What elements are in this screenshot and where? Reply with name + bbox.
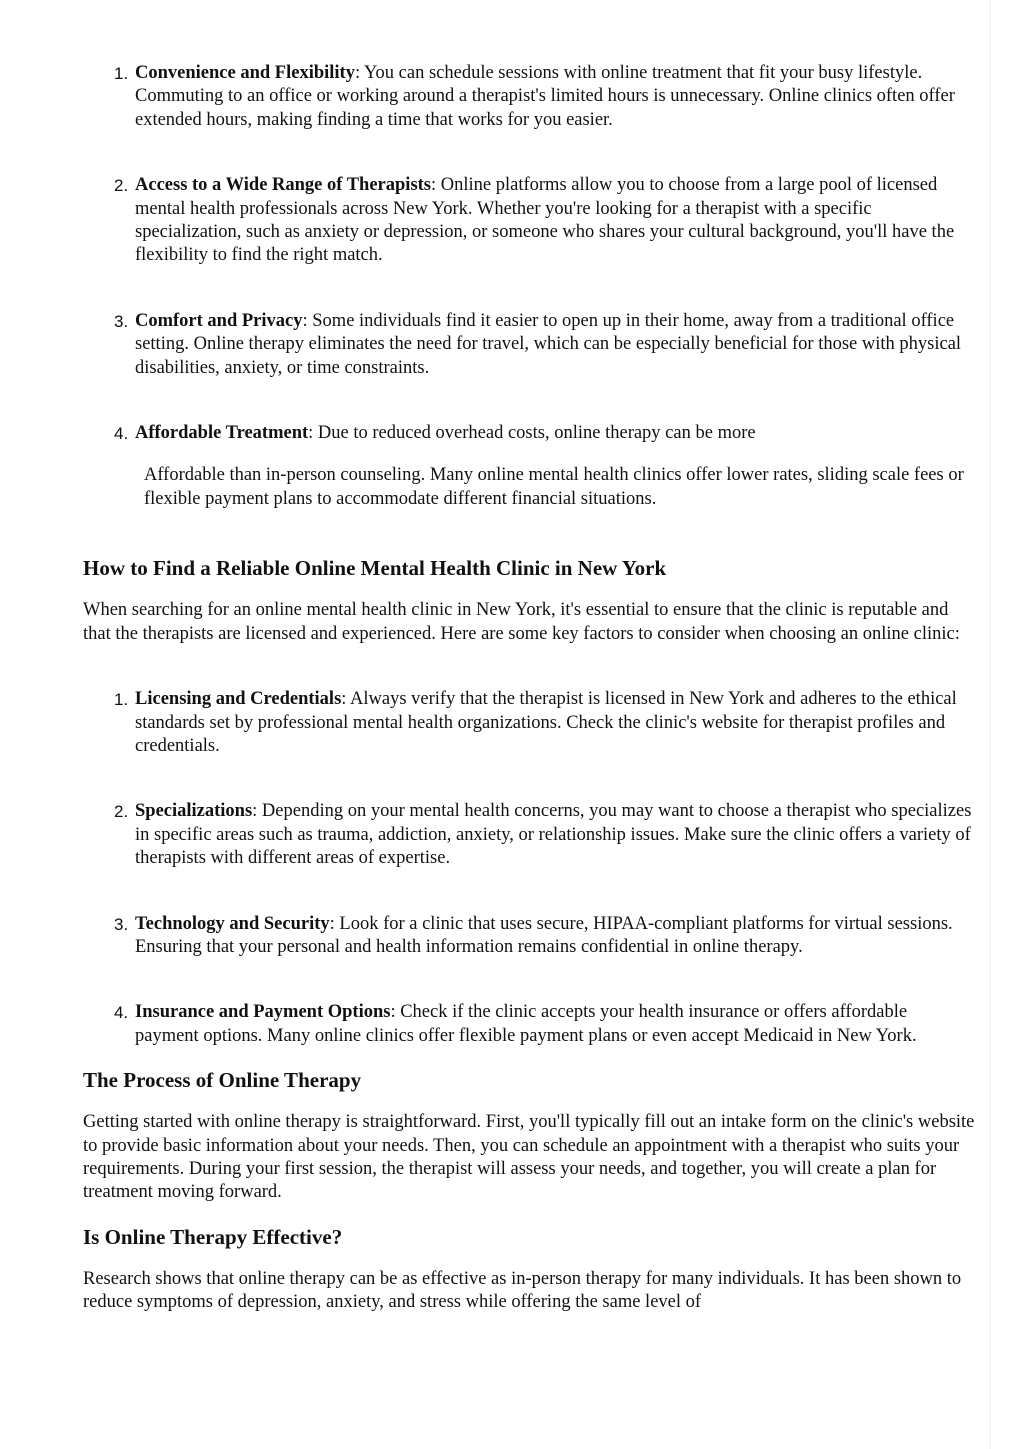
list-spacer xyxy=(83,871,975,913)
list-item-title: Insurance and Payment Options xyxy=(135,1002,391,1023)
list-item-text: : Look for a clinic that uses secure, HIPAA-compliant platforms for virtual sessions. Ensuring that your personal and health information remains confidential in online therapy. xyxy=(135,913,953,957)
list-item xyxy=(83,422,975,445)
list-item xyxy=(83,310,975,380)
list-number: 3. xyxy=(114,914,129,934)
list-item-title: Specializations xyxy=(135,801,253,822)
spacer xyxy=(83,646,975,688)
list-item-text: : Some individuals find it easier to open up in their home, away from a traditional office setting. Online therapy eliminates the need for travel, which can be especially beneficial for those with physical disabilities, anxiety, or time constraints. xyxy=(135,310,962,378)
list-spacer xyxy=(83,268,975,310)
list-number: 1. xyxy=(114,64,129,83)
list-item-title: Comfort and Privacy xyxy=(135,310,303,331)
list-item xyxy=(83,62,975,132)
spacer xyxy=(83,1048,975,1067)
list-item-continuation: Affordable than in-person counseling. Many online mental health clinics offer lower rates, sliding scale fees or flexible payment plans to accommodate different financial situations. xyxy=(144,465,964,509)
list-item-text: : Due to reduced overhead costs, online therapy can be more xyxy=(308,423,756,444)
spacer xyxy=(83,1250,975,1268)
list-item-text: : Online platforms allow you to choose from a large pool of licensed mental health professionals across New York. Whether you're looking for a therapist with a specific specialization, such as anxiety or depression, or someone who shares your cultural background, you'll have the flexibility to find the right match. xyxy=(135,175,955,266)
list-number: 1. xyxy=(114,690,129,710)
list-item-title: Affordable Treatment xyxy=(135,423,309,444)
list-spacer xyxy=(83,132,975,174)
list-item-text: : Check if the clinic accepts your health insurance or offers affordable payment options. Many online clinics offer flexible payment plans or even accept Medicaid in New York. xyxy=(135,1002,917,1046)
list-item-title: Technology and Security xyxy=(135,913,330,934)
page-edge-divider xyxy=(990,0,991,1449)
list-item xyxy=(83,174,975,268)
list-item-title: Access to a Wide Range of Therapists xyxy=(135,175,431,196)
spacer xyxy=(83,581,975,599)
section-heading-process: The Process of Online Therapy xyxy=(83,1068,362,1093)
section-paragraph: Research shows that online therapy can be as effective as in-person therapy for many individuals. It has been shown to reduce symptoms of depression, anxiety, and stress while offering the same level of xyxy=(83,1268,962,1313)
list-item xyxy=(83,913,975,960)
list-item-text: : Always verify that the therapist is licensed in New York and adheres to the ethical standards set by professional mental health organizations. Check the clinic's website for therapist profiles and credentials. xyxy=(135,689,957,756)
benefits-list xyxy=(83,62,975,445)
spacer xyxy=(83,1093,975,1111)
list-number: 3. xyxy=(114,311,129,331)
list-number: 2. xyxy=(114,802,129,822)
list-item xyxy=(83,1001,975,1048)
section-paragraph: When searching for an online mental health clinic in New York, it's essential to ensure that the clinic is reputable and that the therapists are licensed and experienced. Here are some key factors to consider when choosing an online clinic: xyxy=(83,600,960,644)
spacer xyxy=(83,511,975,555)
section-heading-find-clinic: How to Find a Reliable Online Mental Health Clinic in New York xyxy=(83,556,667,581)
list-spacer xyxy=(83,758,975,800)
list-item-title: Convenience and Flexibility xyxy=(135,63,355,83)
document-content xyxy=(83,62,975,1315)
list-number: 4. xyxy=(114,424,129,444)
list-item-text: : You can schedule sessions with online treatment that fit your busy lifestyle. Commuting to an office or working around a therapist's limited hours is unnecessary. Online clinics often offer extended hours, making finding a time that works for you easier. xyxy=(135,63,955,130)
list-spacer xyxy=(83,959,975,1001)
list-item-text: : Depending on your mental health concerns, you may want to choose a therapist who specializes in specific areas such as trauma, addiction, anxiety, or relationship issues. Make sure the clinic offers a variety of therapists with different areas of expertise. xyxy=(135,801,972,869)
list-spacer xyxy=(83,380,975,422)
clinic-factors-list xyxy=(83,688,975,1048)
list-item xyxy=(83,800,975,870)
list-item xyxy=(83,688,975,758)
list-item-title: Licensing and Credentials xyxy=(135,689,342,710)
spacer xyxy=(83,445,975,464)
section-heading-effective: Is Online Therapy Effective? xyxy=(83,1224,343,1249)
spacer xyxy=(83,1205,975,1224)
section-paragraph: Getting started with online therapy is straightforward. First, you'll typically fill out an intake form on the clinic's website to provide basic information about your needs. Then, you can schedule an appointment with a therapist who suits your requirements. During your first session, the therapist will assess your needs, and together, you will create a plan for treatment moving forward. xyxy=(83,1112,975,1203)
list-number: 4. xyxy=(114,1003,129,1023)
list-number: 2. xyxy=(114,176,129,196)
